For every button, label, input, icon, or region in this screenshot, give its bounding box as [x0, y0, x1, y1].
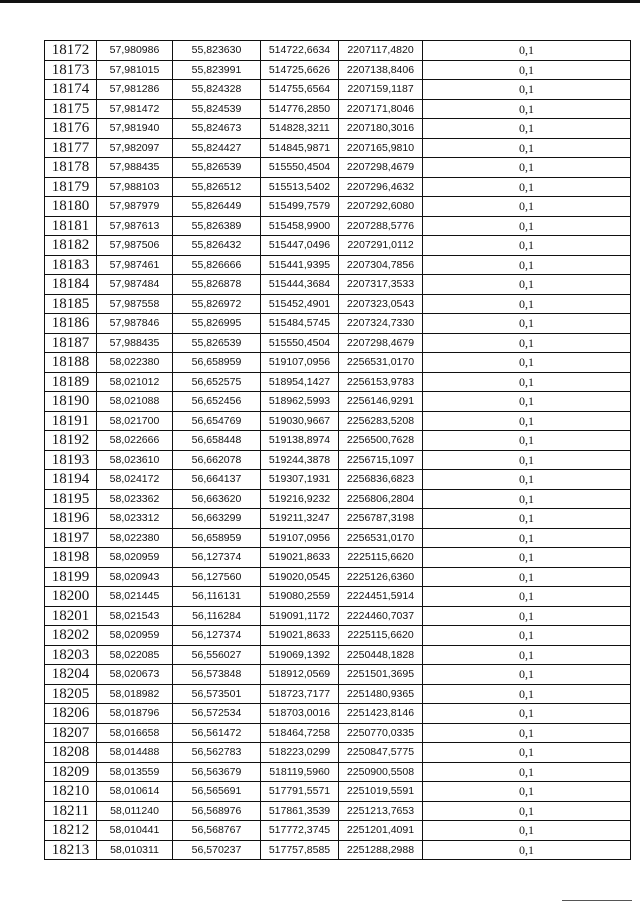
longitude-cell: 55,824427 [173, 138, 261, 158]
longitude-cell: 56,563679 [173, 762, 261, 782]
latitude-cell: 58,022085 [97, 645, 173, 665]
point-number-cell: 18179 [45, 177, 97, 197]
x-coordinate-cell: 515550,4504 [261, 333, 339, 353]
value-cell: 0,1 [423, 782, 631, 802]
latitude-cell: 58,010441 [97, 821, 173, 841]
y-coordinate-cell: 2250770,0335 [339, 723, 423, 743]
x-coordinate-cell: 515447,0496 [261, 236, 339, 256]
value-cell: 0,1 [423, 353, 631, 373]
value-cell: 0,1 [423, 762, 631, 782]
x-coordinate-cell: 514722,6634 [261, 41, 339, 61]
longitude-cell: 56,573848 [173, 665, 261, 685]
x-coordinate-cell: 514845,9871 [261, 138, 339, 158]
table-row [45, 509, 631, 529]
point-number-cell: 18176 [45, 119, 97, 139]
longitude-cell: 56,127560 [173, 567, 261, 587]
point-number-cell: 18182 [45, 236, 97, 256]
table-row [45, 372, 631, 392]
y-coordinate-cell: 2256283,5208 [339, 411, 423, 431]
latitude-cell: 57,987558 [97, 294, 173, 314]
longitude-cell: 55,826995 [173, 314, 261, 334]
point-number-cell: 18173 [45, 60, 97, 80]
latitude-cell: 57,988435 [97, 158, 173, 178]
longitude-cell: 55,826432 [173, 236, 261, 256]
x-coordinate-cell: 517791,5571 [261, 782, 339, 802]
latitude-cell: 58,022666 [97, 431, 173, 451]
x-coordinate-cell: 515458,9900 [261, 216, 339, 236]
longitude-cell: 56,658959 [173, 528, 261, 548]
longitude-cell: 55,826449 [173, 197, 261, 217]
longitude-cell: 56,565691 [173, 782, 261, 802]
longitude-cell: 55,823991 [173, 60, 261, 80]
y-coordinate-cell: 2251423,8146 [339, 704, 423, 724]
longitude-cell: 55,824673 [173, 119, 261, 139]
y-coordinate-cell: 2225126,6360 [339, 567, 423, 587]
point-number-cell: 18213 [45, 840, 97, 860]
longitude-cell: 56,663620 [173, 489, 261, 509]
table-row [45, 665, 631, 685]
y-coordinate-cell: 2224460,7037 [339, 606, 423, 626]
y-coordinate-cell: 2251201,4091 [339, 821, 423, 841]
table-row [45, 840, 631, 860]
latitude-cell: 57,980986 [97, 41, 173, 61]
bottom-line-fragment [562, 900, 632, 901]
value-cell: 0,1 [423, 333, 631, 353]
point-number-cell: 18212 [45, 821, 97, 841]
x-coordinate-cell: 519138,8974 [261, 431, 339, 451]
longitude-cell: 55,826972 [173, 294, 261, 314]
longitude-cell: 56,573501 [173, 684, 261, 704]
value-cell: 0,1 [423, 528, 631, 548]
longitude-cell: 56,663299 [173, 509, 261, 529]
latitude-cell: 57,981015 [97, 60, 173, 80]
longitude-cell: 56,652575 [173, 372, 261, 392]
point-number-cell: 18202 [45, 626, 97, 646]
x-coordinate-cell: 514776,2850 [261, 99, 339, 119]
latitude-cell: 57,988435 [97, 333, 173, 353]
point-number-cell: 18177 [45, 138, 97, 158]
longitude-cell: 56,127374 [173, 626, 261, 646]
point-number-cell: 18178 [45, 158, 97, 178]
latitude-cell: 58,021700 [97, 411, 173, 431]
x-coordinate-cell: 518464,7258 [261, 723, 339, 743]
y-coordinate-cell: 2207288,5776 [339, 216, 423, 236]
y-coordinate-cell: 2251213,7653 [339, 801, 423, 821]
y-coordinate-cell: 2251480,9365 [339, 684, 423, 704]
latitude-cell: 57,987506 [97, 236, 173, 256]
value-cell: 0,1 [423, 645, 631, 665]
y-coordinate-cell: 2250448,1828 [339, 645, 423, 665]
value-cell: 0,1 [423, 509, 631, 529]
value-cell: 0,1 [423, 431, 631, 451]
x-coordinate-cell: 519107,0956 [261, 528, 339, 548]
table-row [45, 684, 631, 704]
value-cell: 0,1 [423, 743, 631, 763]
value-cell: 0,1 [423, 548, 631, 568]
x-coordinate-cell: 518119,5960 [261, 762, 339, 782]
longitude-cell: 56,654769 [173, 411, 261, 431]
x-coordinate-cell: 514828,3211 [261, 119, 339, 139]
latitude-cell: 58,020959 [97, 626, 173, 646]
y-coordinate-cell: 2207291,0112 [339, 236, 423, 256]
point-number-cell: 18207 [45, 723, 97, 743]
value-cell: 0,1 [423, 80, 631, 100]
x-coordinate-cell: 519069,1392 [261, 645, 339, 665]
table-row [45, 801, 631, 821]
latitude-cell: 57,987846 [97, 314, 173, 334]
point-number-cell: 18188 [45, 353, 97, 373]
latitude-cell: 58,018796 [97, 704, 173, 724]
point-number-cell: 18206 [45, 704, 97, 724]
value-cell: 0,1 [423, 138, 631, 158]
table-row [45, 392, 631, 412]
value-cell: 0,1 [423, 197, 631, 217]
x-coordinate-cell: 515444,3684 [261, 275, 339, 295]
point-number-cell: 18198 [45, 548, 97, 568]
y-coordinate-cell: 2250900,5508 [339, 762, 423, 782]
latitude-cell: 58,021088 [97, 392, 173, 412]
x-coordinate-cell: 519020,0545 [261, 567, 339, 587]
point-number-cell: 18191 [45, 411, 97, 431]
latitude-cell: 57,987979 [97, 197, 173, 217]
table-row [45, 606, 631, 626]
point-number-cell: 18187 [45, 333, 97, 353]
table-row [45, 255, 631, 275]
table-row [45, 138, 631, 158]
table-row [45, 158, 631, 178]
latitude-cell: 58,022380 [97, 353, 173, 373]
value-cell: 0,1 [423, 606, 631, 626]
y-coordinate-cell: 2251501,3695 [339, 665, 423, 685]
x-coordinate-cell: 519216,9232 [261, 489, 339, 509]
coordinates-table-body [45, 41, 631, 860]
point-number-cell: 18203 [45, 645, 97, 665]
value-cell: 0,1 [423, 294, 631, 314]
y-coordinate-cell: 2207298,4679 [339, 158, 423, 178]
y-coordinate-cell: 2250847,5775 [339, 743, 423, 763]
point-number-cell: 18197 [45, 528, 97, 548]
y-coordinate-cell: 2207171,8046 [339, 99, 423, 119]
table-row [45, 216, 631, 236]
value-cell: 0,1 [423, 626, 631, 646]
y-coordinate-cell: 2207117,4820 [339, 41, 423, 61]
value-cell: 0,1 [423, 99, 631, 119]
y-coordinate-cell: 2256153,9783 [339, 372, 423, 392]
y-coordinate-cell: 2207323,0543 [339, 294, 423, 314]
value-cell: 0,1 [423, 704, 631, 724]
point-number-cell: 18175 [45, 99, 97, 119]
longitude-cell: 56,664137 [173, 470, 261, 490]
x-coordinate-cell: 517757,8585 [261, 840, 339, 860]
latitude-cell: 58,023362 [97, 489, 173, 509]
y-coordinate-cell: 2225115,6620 [339, 548, 423, 568]
longitude-cell: 56,572534 [173, 704, 261, 724]
y-coordinate-cell: 2256806,2804 [339, 489, 423, 509]
y-coordinate-cell: 2207304,7856 [339, 255, 423, 275]
x-coordinate-cell: 515550,4504 [261, 158, 339, 178]
table-row [45, 567, 631, 587]
latitude-cell: 58,021543 [97, 606, 173, 626]
longitude-cell: 56,652456 [173, 392, 261, 412]
y-coordinate-cell: 2256531,0170 [339, 353, 423, 373]
table-row [45, 411, 631, 431]
table-row [45, 294, 631, 314]
latitude-cell: 58,021445 [97, 587, 173, 607]
table-row [45, 470, 631, 490]
x-coordinate-cell: 514725,6626 [261, 60, 339, 80]
point-number-cell: 18190 [45, 392, 97, 412]
value-cell: 0,1 [423, 314, 631, 334]
latitude-cell: 57,982097 [97, 138, 173, 158]
table-row [45, 333, 631, 353]
table-row [45, 548, 631, 568]
x-coordinate-cell: 517772,3745 [261, 821, 339, 841]
y-coordinate-cell: 2207296,4632 [339, 177, 423, 197]
latitude-cell: 57,987484 [97, 275, 173, 295]
point-number-cell: 18200 [45, 587, 97, 607]
table-row [45, 41, 631, 61]
longitude-cell: 56,658448 [173, 431, 261, 451]
y-coordinate-cell: 2256836,6823 [339, 470, 423, 490]
x-coordinate-cell: 519080,2559 [261, 587, 339, 607]
x-coordinate-cell: 519307,1931 [261, 470, 339, 490]
table-row [45, 236, 631, 256]
longitude-cell: 56,568767 [173, 821, 261, 841]
table-row [45, 60, 631, 80]
value-cell: 0,1 [423, 119, 631, 139]
latitude-cell: 58,013559 [97, 762, 173, 782]
y-coordinate-cell: 2256787,3198 [339, 509, 423, 529]
point-number-cell: 18186 [45, 314, 97, 334]
point-number-cell: 18208 [45, 743, 97, 763]
x-coordinate-cell: 519021,8633 [261, 626, 339, 646]
x-coordinate-cell: 518912,0569 [261, 665, 339, 685]
latitude-cell: 58,024172 [97, 470, 173, 490]
value-cell: 0,1 [423, 821, 631, 841]
y-coordinate-cell: 2207298,4679 [339, 333, 423, 353]
table-row [45, 80, 631, 100]
x-coordinate-cell: 515441,9395 [261, 255, 339, 275]
point-number-cell: 18199 [45, 567, 97, 587]
x-coordinate-cell: 515484,5745 [261, 314, 339, 334]
value-cell: 0,1 [423, 275, 631, 295]
value-cell: 0,1 [423, 60, 631, 80]
longitude-cell: 55,823630 [173, 41, 261, 61]
value-cell: 0,1 [423, 216, 631, 236]
table-row [45, 275, 631, 295]
point-number-cell: 18195 [45, 489, 97, 509]
longitude-cell: 56,116131 [173, 587, 261, 607]
y-coordinate-cell: 2256146,9291 [339, 392, 423, 412]
y-coordinate-cell: 2207159,1187 [339, 80, 423, 100]
latitude-cell: 58,022380 [97, 528, 173, 548]
value-cell: 0,1 [423, 177, 631, 197]
latitude-cell: 58,010614 [97, 782, 173, 802]
x-coordinate-cell: 515452,4901 [261, 294, 339, 314]
latitude-cell: 58,018982 [97, 684, 173, 704]
y-coordinate-cell: 2207138,8406 [339, 60, 423, 80]
latitude-cell: 57,988103 [97, 177, 173, 197]
table-row [45, 821, 631, 841]
y-coordinate-cell: 2225115,6620 [339, 626, 423, 646]
point-number-cell: 18196 [45, 509, 97, 529]
longitude-cell: 55,824539 [173, 99, 261, 119]
point-number-cell: 18174 [45, 80, 97, 100]
table-row [45, 314, 631, 334]
longitude-cell: 55,826666 [173, 255, 261, 275]
value-cell: 0,1 [423, 372, 631, 392]
point-number-cell: 18194 [45, 470, 97, 490]
latitude-cell: 58,014488 [97, 743, 173, 763]
value-cell: 0,1 [423, 801, 631, 821]
table-row [45, 119, 631, 139]
x-coordinate-cell: 517861,3539 [261, 801, 339, 821]
table-row [45, 645, 631, 665]
point-number-cell: 18205 [45, 684, 97, 704]
latitude-cell: 57,981472 [97, 99, 173, 119]
latitude-cell: 57,981286 [97, 80, 173, 100]
table-row [45, 626, 631, 646]
point-number-cell: 18184 [45, 275, 97, 295]
y-coordinate-cell: 2251288,2988 [339, 840, 423, 860]
coordinates-table [44, 40, 631, 860]
y-coordinate-cell: 2251019,5591 [339, 782, 423, 802]
point-number-cell: 18172 [45, 41, 97, 61]
table-row [45, 704, 631, 724]
latitude-cell: 58,010311 [97, 840, 173, 860]
x-coordinate-cell: 519091,1172 [261, 606, 339, 626]
table-row [45, 177, 631, 197]
x-coordinate-cell: 519244,3878 [261, 450, 339, 470]
table-row [45, 743, 631, 763]
latitude-cell: 58,020673 [97, 665, 173, 685]
y-coordinate-cell: 2256715,1097 [339, 450, 423, 470]
longitude-cell: 56,658959 [173, 353, 261, 373]
longitude-cell: 55,824328 [173, 80, 261, 100]
value-cell: 0,1 [423, 567, 631, 587]
longitude-cell: 56,116284 [173, 606, 261, 626]
x-coordinate-cell: 518962,5993 [261, 392, 339, 412]
y-coordinate-cell: 2207317,3533 [339, 275, 423, 295]
table-row [45, 489, 631, 509]
longitude-cell: 55,826539 [173, 158, 261, 178]
latitude-cell: 58,021012 [97, 372, 173, 392]
table-row [45, 450, 631, 470]
value-cell: 0,1 [423, 489, 631, 509]
value-cell: 0,1 [423, 450, 631, 470]
value-cell: 0,1 [423, 684, 631, 704]
x-coordinate-cell: 515499,7579 [261, 197, 339, 217]
longitude-cell: 56,556027 [173, 645, 261, 665]
point-number-cell: 18204 [45, 665, 97, 685]
longitude-cell: 56,570237 [173, 840, 261, 860]
latitude-cell: 58,016658 [97, 723, 173, 743]
y-coordinate-cell: 2256500,7628 [339, 431, 423, 451]
x-coordinate-cell: 518954,1427 [261, 372, 339, 392]
latitude-cell: 58,023312 [97, 509, 173, 529]
x-coordinate-cell: 519107,0956 [261, 353, 339, 373]
x-coordinate-cell: 518723,7177 [261, 684, 339, 704]
point-number-cell: 18209 [45, 762, 97, 782]
value-cell: 0,1 [423, 470, 631, 490]
top-border-line [0, 0, 640, 3]
latitude-cell: 58,011240 [97, 801, 173, 821]
latitude-cell: 58,020943 [97, 567, 173, 587]
latitude-cell: 57,987613 [97, 216, 173, 236]
point-number-cell: 18181 [45, 216, 97, 236]
x-coordinate-cell: 514755,6564 [261, 80, 339, 100]
table-row [45, 723, 631, 743]
table-row [45, 782, 631, 802]
table-row [45, 587, 631, 607]
longitude-cell: 56,127374 [173, 548, 261, 568]
value-cell: 0,1 [423, 158, 631, 178]
point-number-cell: 18201 [45, 606, 97, 626]
latitude-cell: 58,020959 [97, 548, 173, 568]
value-cell: 0,1 [423, 236, 631, 256]
y-coordinate-cell: 2207292,6080 [339, 197, 423, 217]
value-cell: 0,1 [423, 411, 631, 431]
x-coordinate-cell: 518703,0016 [261, 704, 339, 724]
value-cell: 0,1 [423, 665, 631, 685]
x-coordinate-cell: 515513,5402 [261, 177, 339, 197]
latitude-cell: 58,023610 [97, 450, 173, 470]
y-coordinate-cell: 2207180,3016 [339, 119, 423, 139]
table-row [45, 99, 631, 119]
longitude-cell: 55,826389 [173, 216, 261, 236]
value-cell: 0,1 [423, 840, 631, 860]
table-row [45, 528, 631, 548]
longitude-cell: 56,562783 [173, 743, 261, 763]
point-number-cell: 18211 [45, 801, 97, 821]
value-cell: 0,1 [423, 587, 631, 607]
latitude-cell: 57,987461 [97, 255, 173, 275]
y-coordinate-cell: 2207165,9810 [339, 138, 423, 158]
point-number-cell: 18180 [45, 197, 97, 217]
longitude-cell: 56,561472 [173, 723, 261, 743]
value-cell: 0,1 [423, 723, 631, 743]
longitude-cell: 56,662078 [173, 450, 261, 470]
longitude-cell: 55,826512 [173, 177, 261, 197]
point-number-cell: 18185 [45, 294, 97, 314]
value-cell: 0,1 [423, 255, 631, 275]
table-row [45, 431, 631, 451]
point-number-cell: 18192 [45, 431, 97, 451]
latitude-cell: 57,981940 [97, 119, 173, 139]
value-cell: 0,1 [423, 392, 631, 412]
value-cell: 0,1 [423, 41, 631, 61]
table-row [45, 762, 631, 782]
x-coordinate-cell: 518223,0299 [261, 743, 339, 763]
y-coordinate-cell: 2207324,7330 [339, 314, 423, 334]
point-number-cell: 18210 [45, 782, 97, 802]
table-row [45, 353, 631, 373]
x-coordinate-cell: 519211,3247 [261, 509, 339, 529]
point-number-cell: 18189 [45, 372, 97, 392]
point-number-cell: 18183 [45, 255, 97, 275]
table-row [45, 197, 631, 217]
y-coordinate-cell: 2224451,5914 [339, 587, 423, 607]
point-number-cell: 18193 [45, 450, 97, 470]
longitude-cell: 56,568976 [173, 801, 261, 821]
longitude-cell: 55,826878 [173, 275, 261, 295]
x-coordinate-cell: 519030,9667 [261, 411, 339, 431]
x-coordinate-cell: 519021,8633 [261, 548, 339, 568]
longitude-cell: 55,826539 [173, 333, 261, 353]
y-coordinate-cell: 2256531,0170 [339, 528, 423, 548]
